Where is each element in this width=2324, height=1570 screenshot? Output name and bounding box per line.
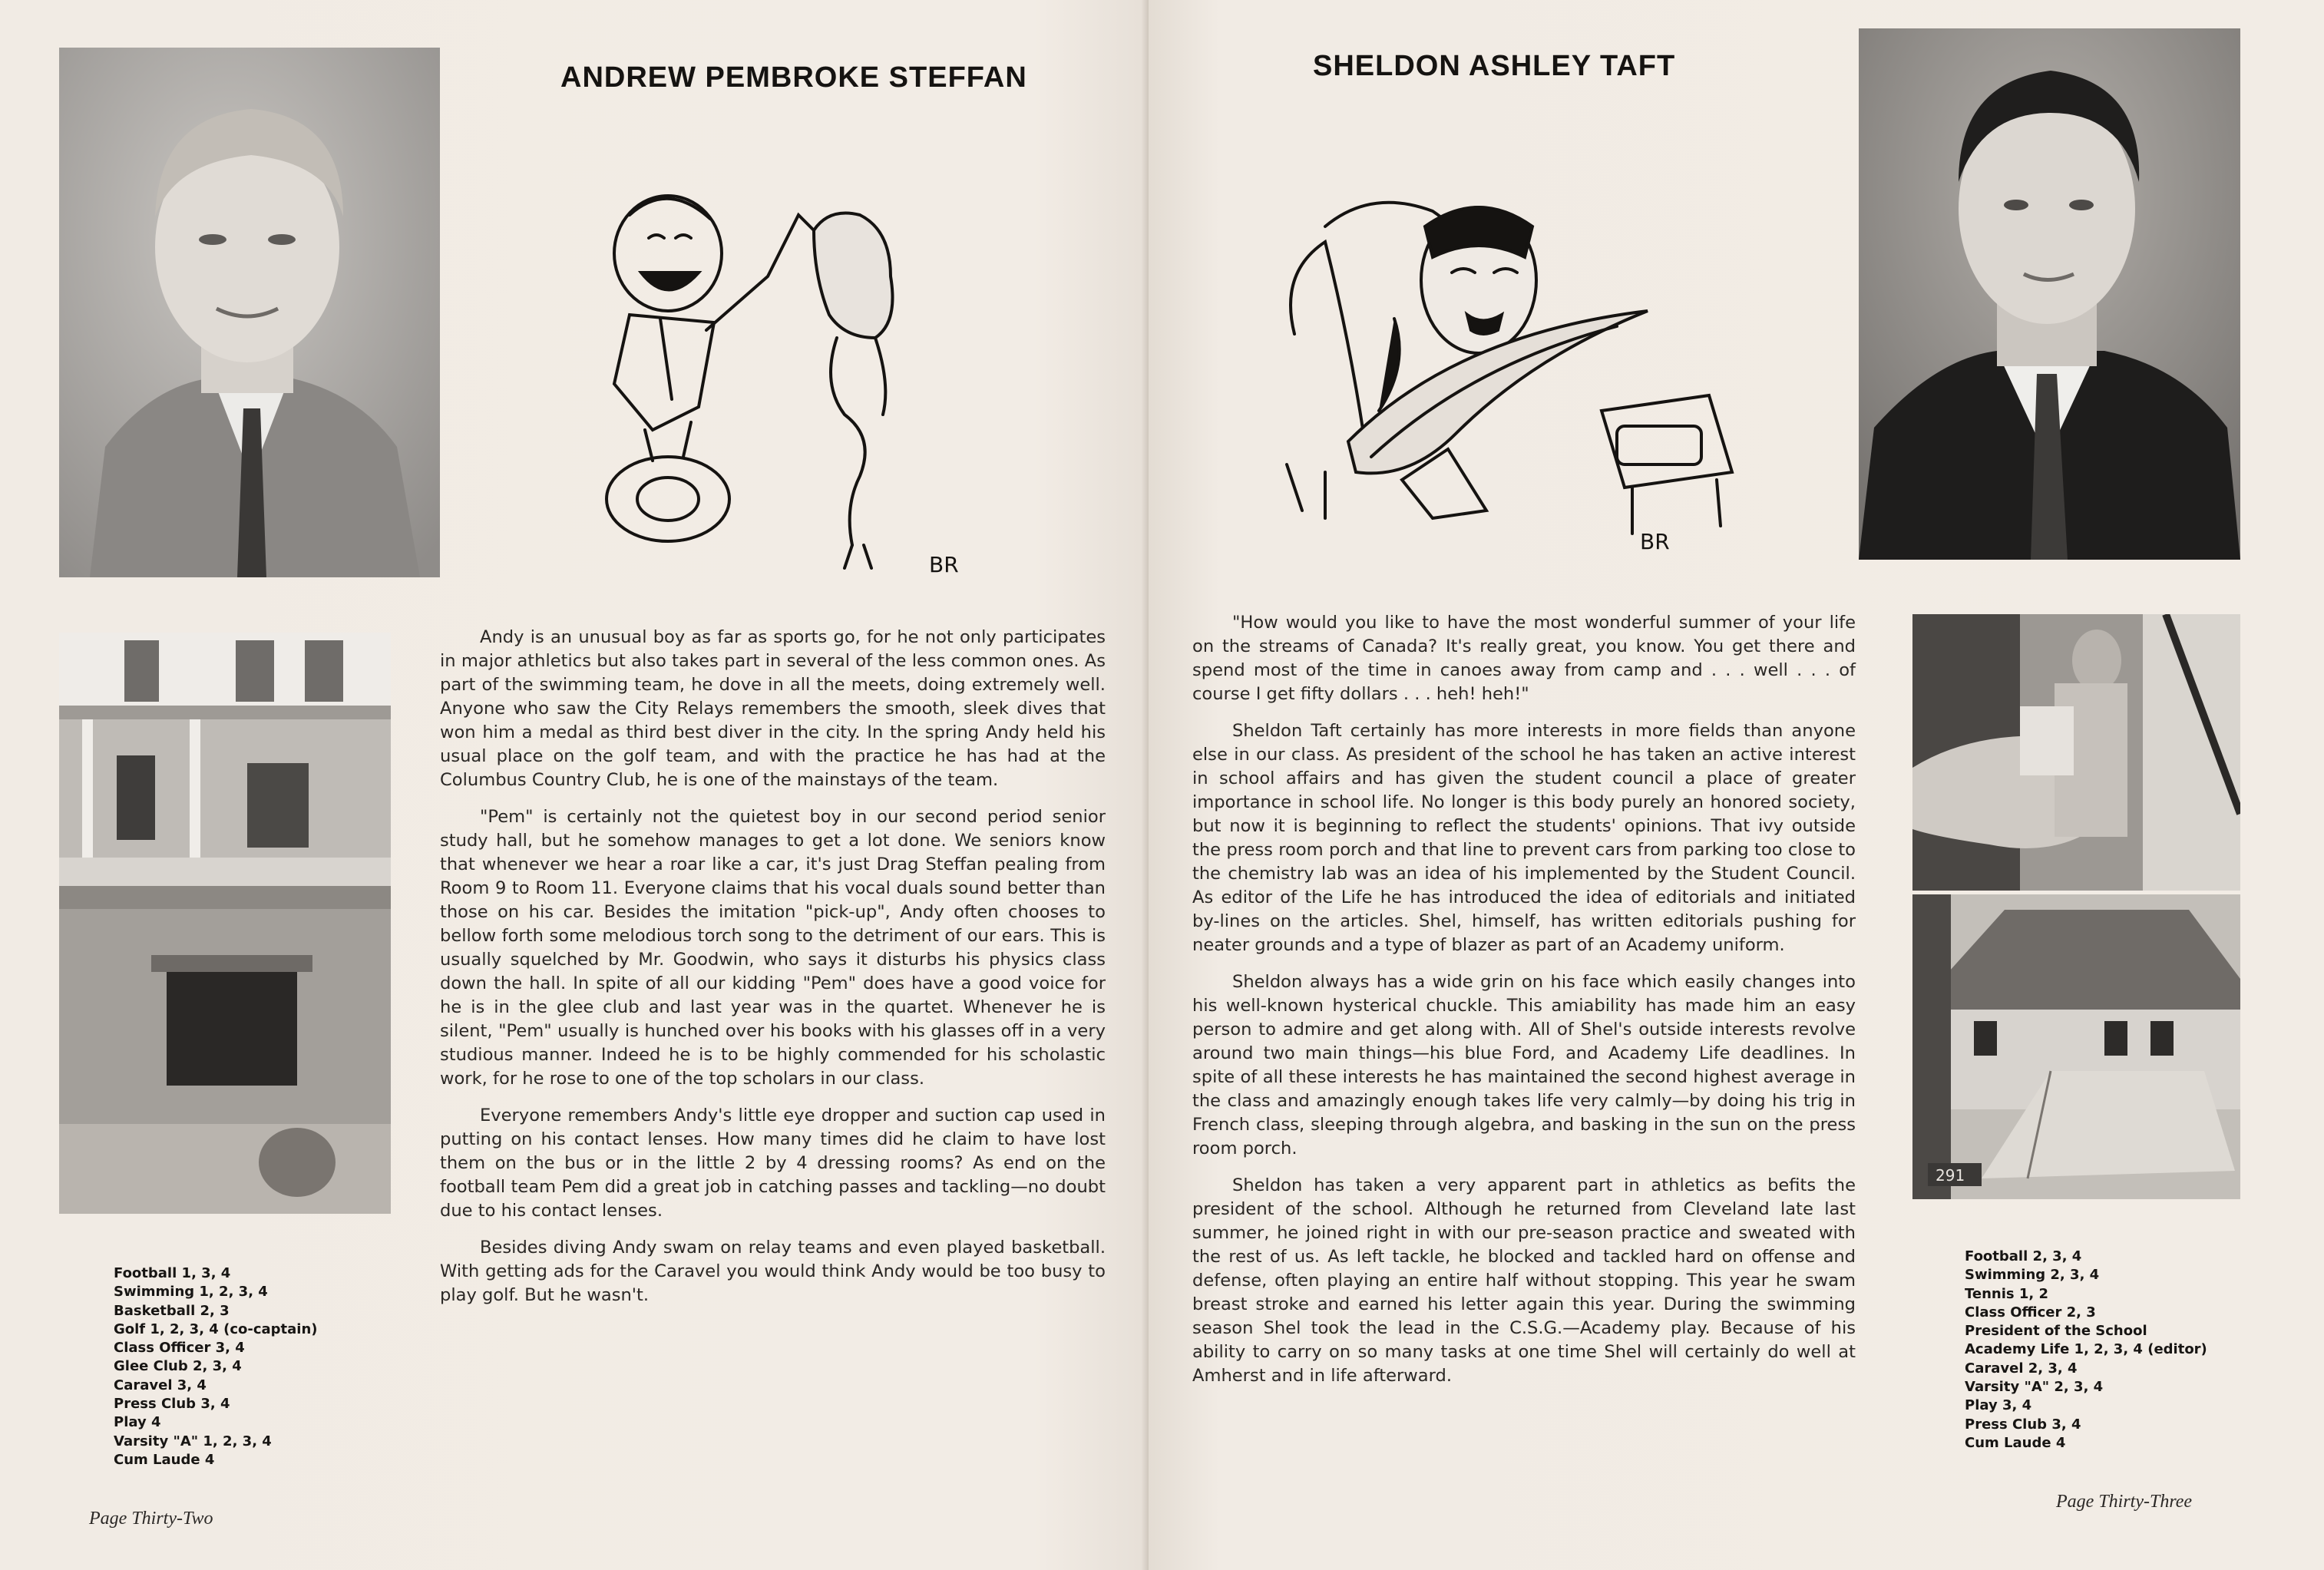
activity-item: Basketball 2, 3 (114, 1302, 230, 1319)
activity-item: Cum Laude 4 (114, 1451, 215, 1468)
biography-text-steffan (440, 626, 1106, 1320)
bio-paragraph: Everyone remembers Andy's little eye dropper and suction cap used in putting on his contact lenses. How many times did he claim to have lost them on the bus or in the little 2 by 4 dressing rooms? As end on the football team Pem did a great job in catching passes and tackling—no doubt due to his contact lenses. (440, 1106, 1106, 1221)
portrait-photo-steffan (59, 48, 440, 577)
caricature-drawing-taft (1279, 180, 1740, 564)
snapshot-photo-taft-porch (1912, 614, 2240, 891)
snapshot-photo-taft-house (1912, 894, 2240, 1199)
activity-item: Academy Life 1, 2, 3, 4 (editor) (1965, 1341, 2207, 1358)
caricature-drawing-steffan (568, 184, 1013, 583)
bio-paragraph: Andy is an unusual boy as far as sports go, for he not only participates in major athletics but also takes part in several of the less common ones. As part of the swimming team, he dove in all the meets, doing extremely well. Anyone who saw the City Relays remembers the smooth, sleek dives that won him a medal as third best diver in the city. In the spring Andy held his usual place on the golf team, and with the practice he has had at the Columbus Country Club, he is one of the mainstays of the team. (440, 627, 1106, 790)
student-name-steffan: ANDREW PEMBROKE STEFFAN (560, 61, 1027, 94)
activity-item: Swimming 2, 3, 4 (1965, 1267, 2100, 1284)
activity-item: Caravel 2, 3, 4 (1965, 1360, 2078, 1377)
activity-item: Football 1, 3, 4 (114, 1265, 231, 1281)
activities-list-steffan (114, 1264, 317, 1469)
biography-text-taft (1192, 611, 1856, 1401)
activities-list-taft (1965, 1248, 2207, 1453)
activity-item: President of the School (1965, 1323, 2147, 1340)
right-page (1149, 0, 2324, 1570)
activity-item: Varsity "A" 1, 2, 3, 4 (114, 1433, 272, 1449)
page-number-left: Page Thirty-Two (89, 1509, 213, 1529)
activity-item: Play 3, 4 (1965, 1397, 2032, 1414)
left-page (0, 0, 1149, 1570)
activity-item: Tennis 1, 2 (1965, 1285, 2049, 1302)
activity-item: Glee Club 2, 3, 4 (114, 1358, 242, 1375)
activity-item: Caravel 3, 4 (114, 1377, 207, 1393)
activity-item: Varsity "A" 2, 3, 4 (1965, 1379, 2104, 1396)
bio-paragraph: "Pem" is certainly not the quietest boy in our second period senior study hall, but he somehow manages to get a lot done. We seniors know that whenever we hear a roar like a car, it's just Drag Steffan pealing from Room 9 to Room 11. Everyone claims that his vocal duals sound better than those on his car. Besides the imitation "pick-up", Andy often chooses to bellow forth some melodious torch song to the detriment of our ears. This is usually squelched by Mr. Goodwin, who says it disturbs his physics class down the hall. In spite of all our kidding "Pem" does have a good voice for he is in the glee club and last year was in the quartet. Whenever he is silent, "Pem" usually is hunched over his books with his glasses off in a very studious manner. Indeed he is to be highly commended for his scholastic work, for he rose to one of the top scholars in our class. (440, 807, 1106, 1089)
activity-item: Press Club 3, 4 (1965, 1416, 2081, 1433)
cartoon-signature-right: BR (1640, 529, 1670, 554)
activity-item: Class Officer 2, 3 (1965, 1304, 2096, 1320)
bio-paragraph: Besides diving Andy swam on relay teams and even played basketball. With getting ads for the Caravel you would think Andy would be too busy to play golf. But he wasn't. (440, 1238, 1106, 1305)
activity-item: Cum Laude 4 (1965, 1434, 2066, 1451)
activity-item: Swimming 1, 2, 3, 4 (114, 1284, 268, 1301)
activity-item: Football 2, 3, 4 (1965, 1248, 2082, 1264)
bio-paragraph: Sheldon Taft certainly has more interests in more fields than anyone else in our class. As president of the school he has taken an active interest in school affairs and has given the student council a place of greater importance in school life. No longer is this body purely an honored society, but now it is beginning to reflect the students' opinions. That ivy outside the press room porch and that line to prevent cars from parking too close to the chemistry lab was an idea of his implemented by the Student Council. As editor of the Life he has introduced the idea of editorials and initiated by-lines on the articles. Shel, himself, has written editorials pushing for neater grounds and a type of blazer as part of an Academy uniform. (1192, 721, 1856, 955)
bio-paragraph: Sheldon has taken a very apparent part in athletics as befits the president of the school. Although he returned from Cleveland late last summer, he joined right in with our pre-season practice and sweated with the rest of us. As left tackle, he blocked and tackled hard on offense and defense, often playing an entire half without stopping. This year he swam breast stroke and earned his letter again this year. During the swimming season Shel took the lead in the C.S.G.—Academy play. Because of his ability to carry on so many tasks at one time Shel will certainly do well at Amherst and in life afterward. (1192, 1175, 1856, 1386)
cartoon-signature-left: BR (929, 552, 959, 577)
student-name-taft: SHELDON ASHLEY TAFT (1313, 50, 1676, 82)
activity-item: Golf 1, 2, 3, 4 (co-captain) (114, 1320, 318, 1337)
bio-paragraph: "How would you like to have the most wonderful summer of your life on the streams of Canada? It's really great, you know. You get there and spend most of the time in canoes away from camp and . . . well . . . of course I get fifty dollars . . . heh! heh!" (1192, 613, 1856, 704)
activity-item: Press Club 3, 4 (114, 1396, 230, 1413)
activity-item: Play 4 (114, 1414, 161, 1431)
house-number-plate: 291 (1936, 1166, 1965, 1185)
bio-paragraph: Sheldon always has a wide grin on his face which easily changes into his well-known hysterical chuckle. This amiability has made him an easy person to admire and get along with. All of Shel's outside interests revolve around two main things—his blue Ford, and Academy Life deadlines. In spite of all these interests he has maintained the second highest average in the class and amazingly enough takes life very calmly—by doing his trig in French class, sleeping through algebra, and basking in the sun on the press room porch. (1192, 972, 1856, 1158)
portrait-photo-taft (1859, 28, 2240, 560)
page-number-right: Page Thirty-Three (2056, 1492, 2193, 1512)
snapshot-photo-steffan (59, 633, 391, 1214)
activity-item: Class Officer 3, 4 (114, 1340, 245, 1357)
